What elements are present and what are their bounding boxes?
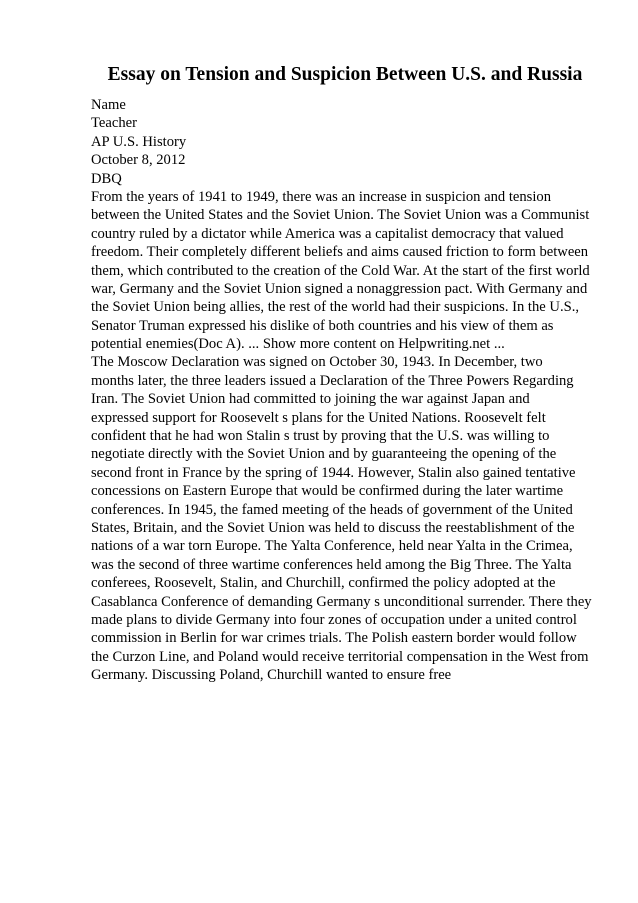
paragraph-line: the Curzon Line, and Poland would receive territorial compensation in the West from: [91, 648, 589, 665]
paragraph-line: war, Germany and the Soviet Union signed a nonaggression pact. With Germany and: [91, 280, 588, 297]
paragraph-line: States, Britain, and the Soviet Union was held to discuss the reestablishment of the: [91, 519, 575, 536]
paragraph-line: country ruled by a dictator while America was a capitalist democracy that valued: [91, 225, 564, 242]
paragraph-line: made plans to divide Germany into four zones of occupation under a united control: [91, 611, 577, 628]
paragraph-line: negotiate directly with the Soviet Union and by guaranteeing the opening of the: [91, 446, 557, 463]
header-line-course: AP U.S. History: [91, 133, 187, 150]
paragraph-line: commission in Berlin for war crimes trials. The Polish eastern border would follow: [91, 630, 577, 647]
paragraph-line: Iran. The Soviet Union had committed to joining the war against Japan and: [91, 391, 530, 408]
header-line-teacher: Teacher: [91, 115, 137, 132]
paragraph-line: months later, the three leaders issued a Declaration of the Three Powers Regarding: [91, 372, 574, 389]
header-line-assignment: DBQ: [91, 170, 122, 187]
document-title: Essay on Tension and Suspicion Between U.S. and Russia: [107, 64, 583, 85]
paragraph-line: conferees, Roosevelt, Stalin, and Churchill, confirmed the policy adopted at the: [91, 575, 556, 592]
paragraph-line: was the second of three wartime conferences held among the Big Three. The Yalta: [91, 556, 572, 573]
document-body: [91, 96, 611, 685]
header-line-date: October 8, 2012: [91, 152, 186, 169]
paragraph-line: potential enemies(Doc A). ... Show more content on Helpwriting.net ...: [91, 336, 505, 353]
paragraph-line: concessions on Eastern Europe that would be confirmed during the later wartime: [91, 483, 564, 500]
paragraph-line: nations of a war torn Europe. The Yalta Conference, held near Yalta in the Crimea,: [91, 538, 573, 555]
paragraph-line: Germany. Discussing Poland, Churchill wanted to ensure free: [91, 667, 452, 684]
paragraph-1: [91, 188, 611, 354]
paragraph-line: Casablanca Conference of demanding Germany s unconditional surrender. There they: [91, 593, 592, 610]
paragraph-line: confident that he had won Stalin s trust by proving that the U.S. was willing to: [91, 428, 550, 445]
paragraph-line: freedom. Their completely different beliefs and aims caused friction to form between: [91, 244, 589, 261]
paragraph-line: conferences. In 1945, the famed meeting of the heads of government of the United: [91, 501, 573, 518]
paragraph-line: expressed support for Roosevelt s plans for the United Nations. Roosevelt felt: [91, 409, 546, 426]
paragraph-line: them, which contributed to the creation of the Cold War. At the start of the first world: [91, 262, 590, 279]
paragraph-line: The Moscow Declaration was signed on October 30, 1943. In December, two: [91, 354, 543, 371]
paragraph-2: [91, 353, 611, 684]
paragraph-line: the Soviet Union being allies, the rest of the world had their suspicions. In the U.S.,: [91, 299, 579, 316]
header-line-name: Name: [91, 97, 126, 113]
paragraph-line: second front in France by the spring of 1944. However, Stalin also gained tentative: [91, 464, 576, 481]
paragraph-line: Senator Truman expressed his dislike of both countries and his view of them as: [91, 317, 554, 334]
paragraph-line: From the years of 1941 to 1949, there was an increase in suspicion and tension: [91, 188, 552, 205]
paragraph-line: between the United States and the Soviet Union. The Soviet Union was a Communist: [91, 207, 590, 224]
